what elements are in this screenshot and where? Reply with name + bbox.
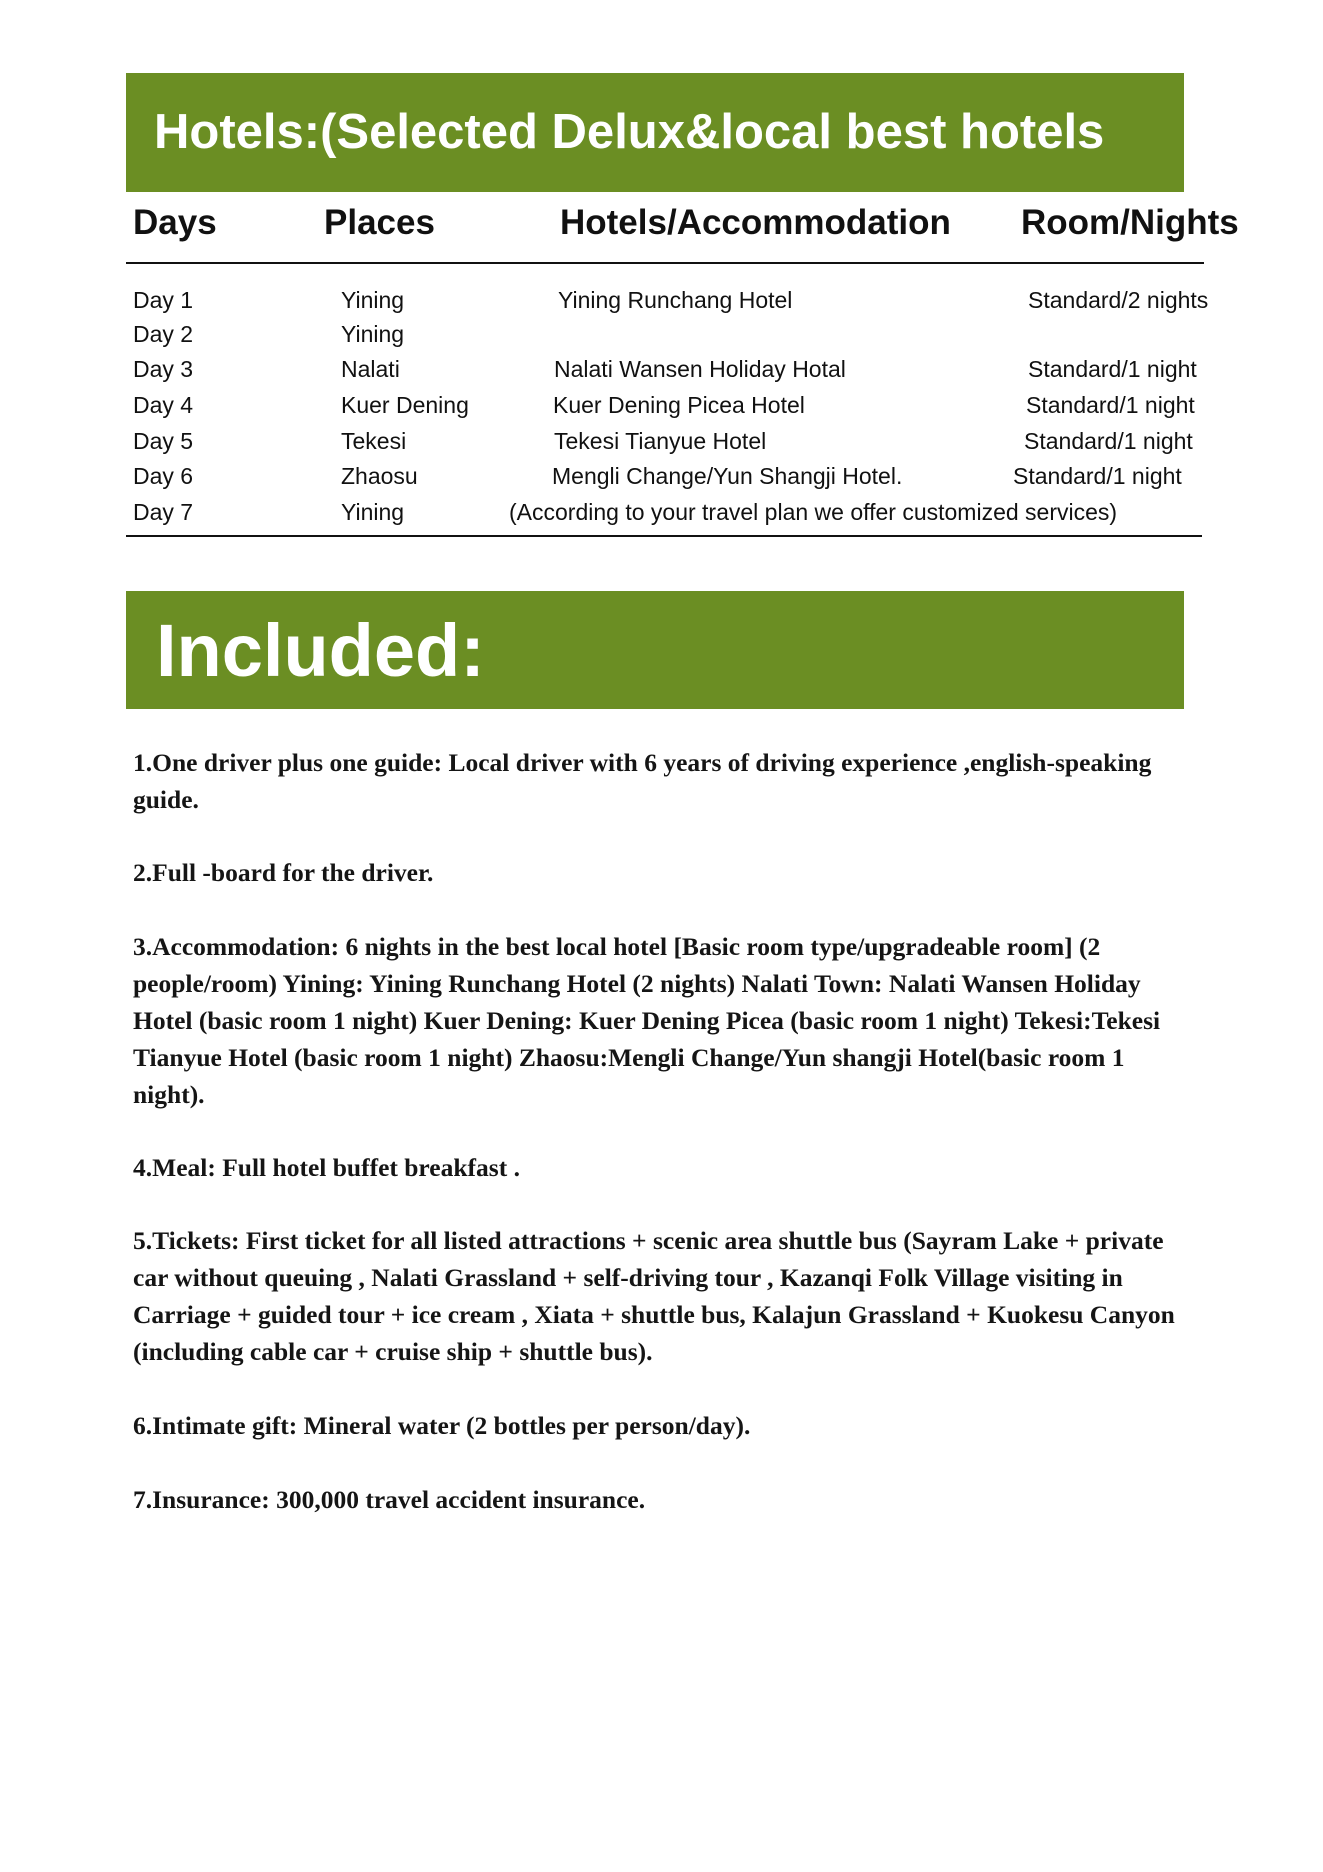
cell-place: Yining (341, 287, 405, 313)
included-item: 6.Intimate gift: Mineral water (2 bottles per person/day). (133, 1411, 751, 1440)
cell-place: Zhaosu (341, 463, 418, 489)
included-item: 5.Tickets: First ticket for all listed attractions + scenic area shuttle bus (Sayram Lake + private car without queuing , Nalati Grassland + self-driving tour , Kazanqi Folk Village visiting in Carriage + guided tour + ice cream , Xiata + shuttle bus, Kalajun Grassland + Kuokesu Canyon (including cable car + cruise ship + shuttle bus). (133, 1226, 1175, 1366)
cell-place: Tekesi (341, 428, 407, 454)
cell-day: Day 5 (133, 428, 194, 454)
column-header-room-nights: Room/Nights (1021, 203, 1239, 242)
cell-day: Day 7 (133, 499, 194, 525)
column-header-hotels: Hotels/Accommodation (560, 203, 951, 242)
included-item: 3.Accommodation: 6 nights in the best local hotel [Basic room type/upgradeable room] (2 people/room) Yining: Yining Runchang Hotel (2 nights) Nalati Town: Nalati Wansen Holiday Hotel (basic room 1 night) Kuer Dening: Kuer Dening Picea (basic room 1 night) Tekesi:Tekesi Tianyue Hotel (basic room 1 night) Zhaosu:Mengli Change/Yun shangji Hotel(basic room 1 night). (133, 932, 1161, 1109)
cell-day: Day 3 (133, 356, 194, 382)
included-item: 2.Full -board for the driver. (133, 858, 434, 887)
cell-place: Yining (341, 499, 405, 525)
cell-place: Kuer Dening (341, 392, 469, 418)
included-item: 1.One driver plus one guide: Local driver with 6 years of driving experience ,english-speaking guide. (133, 748, 1152, 814)
cell-day: Day 2 (133, 321, 194, 347)
included-item: 7.Insurance: 300,000 travel accident insurance. (133, 1485, 646, 1514)
hotels-section-title: Hotels:(Selected Delux&local best hotels (126, 73, 1184, 192)
column-header-days: Days (133, 203, 217, 242)
included-section-title: Included: (126, 591, 1184, 709)
cell-room: Standard/2 nights (1028, 287, 1209, 313)
cell-room: Standard/1 night (1013, 463, 1182, 489)
table-bottom-divider (126, 535, 1202, 537)
included-item: 4.Meal: Full hotel buffet breakfast . (133, 1153, 520, 1182)
cell-day: Day 4 (133, 392, 194, 418)
cell-room: Standard/1 night (1024, 428, 1193, 454)
cell-room: Standard/1 night (1028, 356, 1197, 382)
cell-day: Day 6 (133, 463, 194, 489)
table-header-divider (126, 262, 1204, 264)
cell-day: Day 1 (133, 287, 194, 313)
cell-place: Yining (341, 321, 405, 347)
cell-hotel: Nalati Wansen Holiday Hotal (554, 356, 846, 382)
cell-note: (According to your travel plan we offer customized services) (509, 499, 1118, 525)
cell-hotel: Mengli Change/Yun Shangji Hotel. (552, 463, 903, 489)
cell-room: Standard/1 night (1026, 392, 1195, 418)
cell-hotel: Yining Runchang Hotel (558, 287, 793, 313)
cell-hotel: Tekesi Tianyue Hotel (554, 428, 767, 454)
cell-place: Nalati (341, 356, 400, 382)
cell-hotel: Kuer Dening Picea Hotel (553, 392, 805, 418)
column-header-places: Places (324, 203, 435, 242)
